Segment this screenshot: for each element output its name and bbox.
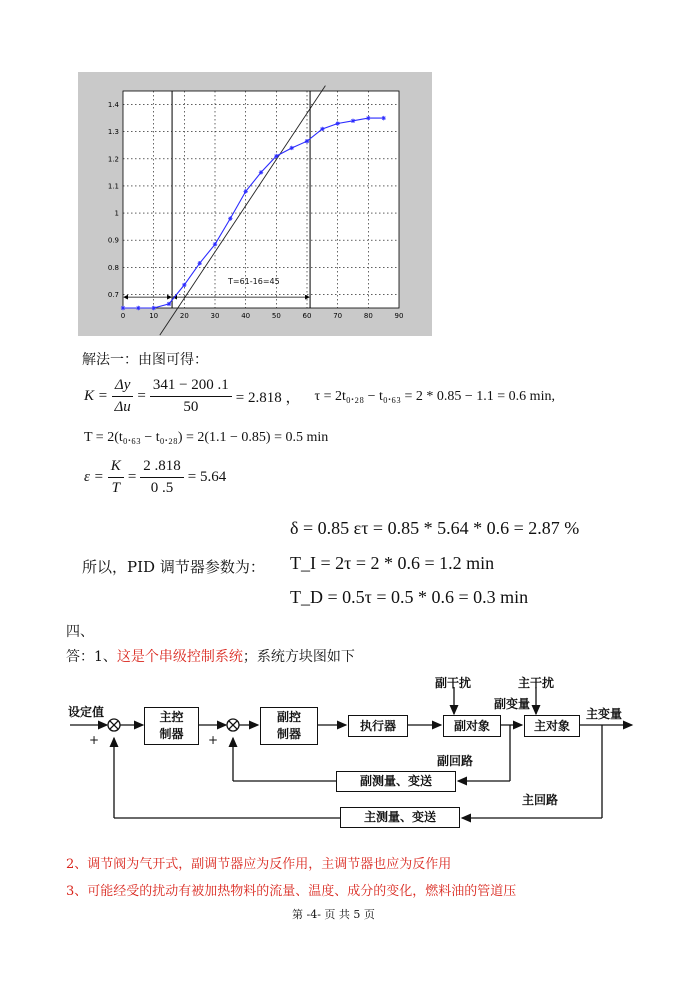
main-measurement-label: 主测量、变送	[363, 810, 436, 824]
x-tick-label: 60	[302, 312, 312, 320]
eq-eps-den1: T	[111, 480, 120, 496]
setpoint-label: 设定值	[68, 705, 105, 719]
eq-k-frac1	[112, 377, 133, 416]
main-object-block	[524, 715, 580, 737]
x-tick-label: 80	[363, 312, 373, 320]
answer-highlight: 这是个串级控制系统	[116, 649, 243, 665]
data-point	[151, 306, 155, 310]
eq-eps-result: = 5.64	[187, 469, 227, 485]
answer-rest: ；系统方块图如下	[242, 649, 355, 665]
data-point	[335, 121, 339, 125]
equation-gain: K = $\frac{\Delta y}{\Delta u}$ = $\frac{341 - 200 .1}{50}$ = 2.818 ， τ = 2t₀.₂₈ − t₀.₆₃ = 2 * 0.85 − 1.1 = 0.6 min,	[84, 377, 555, 415]
y-tick-label: 0.9	[107, 236, 119, 245]
data-point	[274, 154, 278, 158]
sub-object-label: 副对象	[453, 718, 490, 733]
x-tick-label: 50	[271, 312, 281, 320]
x-tick-label: 40	[241, 312, 251, 320]
plot-area	[123, 91, 399, 308]
y-tick-label: 1	[114, 209, 119, 218]
data-point	[121, 306, 125, 310]
eq-eps-frac1	[108, 458, 124, 497]
actuator-block	[348, 715, 408, 737]
eq-tau: τ = 2t₀.₂₈ − t₀.₆₃ = 2 * 0.85 − 1.1 = 0.6 min,	[314, 388, 555, 404]
y-tick-label: 1.1	[107, 182, 119, 191]
equation-time-constant: T = 2(t₀.₆₃ − t₀.₂₈) = 2(1.1 − 0.85) = 0.5 min	[84, 430, 329, 445]
main-loop-label: 主回路	[522, 793, 559, 807]
x-tick-label: 0	[120, 312, 126, 320]
note-3	[66, 880, 516, 899]
equation-delta: δ = 0.85 ετ = 0.85 * 5.64 * 0.6 = 2.87 %	[290, 518, 580, 538]
x-tick-label: 10	[149, 312, 159, 320]
eq-eps-num2: 2 .818	[140, 458, 184, 478]
y-tick-label: 1.4	[107, 101, 119, 110]
sub-variable-label: 副变量	[494, 697, 531, 711]
actuator-label: 执行器	[359, 718, 396, 733]
eq-eps-den2: 0 .5	[150, 480, 174, 496]
sub-disturbance-label: 副干扰	[435, 676, 472, 690]
x-tick-label: 20	[179, 312, 189, 320]
eq-k-frac2	[150, 377, 232, 416]
data-point	[381, 116, 385, 120]
section-four-heading: 四、	[66, 624, 94, 640]
main-controller-block	[144, 707, 199, 745]
eq-k-result: = 2.818 ，	[235, 390, 301, 406]
equation-epsilon: ε = $\frac{K}{T}$ = $\frac{2 .818}{0 .5}$ = 5.64	[84, 458, 227, 496]
eq-eps-frac2	[140, 458, 184, 497]
eq-k-den1: Δu	[114, 399, 131, 415]
data-point	[136, 306, 140, 310]
main-object-label: 主对象	[533, 718, 570, 733]
data-point	[167, 302, 171, 306]
data-point	[259, 170, 263, 174]
sub-measurement-label: 副测量、变送	[359, 774, 432, 788]
main-disturbance-label: 主干扰	[518, 676, 555, 690]
pid-params-label: 所以，PID 调节器参数为：	[82, 558, 265, 576]
response-curve-chart	[78, 72, 432, 336]
note-2	[66, 853, 451, 872]
eq-k-prefix: K =	[84, 388, 108, 404]
data-point	[320, 127, 324, 131]
sum2-plus-label: +	[208, 733, 219, 747]
x-tick-label: 70	[333, 312, 343, 320]
eq-k-num2: 341 − 200 .1	[150, 377, 232, 397]
chart-frame	[78, 72, 432, 336]
data-point	[228, 216, 232, 220]
main-variable-label: 主变量	[586, 707, 623, 721]
main-measurement-block	[340, 807, 460, 828]
x-tick-label: 90	[394, 312, 404, 320]
answer-line	[66, 646, 355, 666]
eq-k-den2: 50	[183, 399, 199, 415]
sub-measurement-block	[336, 771, 456, 792]
data-point	[197, 261, 201, 265]
data-point	[243, 189, 247, 193]
x-tick-label: 30	[210, 312, 220, 320]
sub-controller-block	[260, 707, 318, 745]
chart-annotation: T=61-16=45	[228, 277, 280, 286]
eq-eps-num1: K	[108, 458, 124, 478]
eq-k-num1: Δy	[112, 377, 133, 397]
note-2-text: 2、调节阀为气开式，副调节器应为反作用，主调节器也应为反作用	[66, 857, 452, 872]
data-point	[289, 146, 293, 150]
data-point	[351, 119, 355, 123]
data-point	[366, 116, 370, 120]
equation-td: T_D = 0.5τ = 0.5 * 0.6 = 0.3 min	[290, 587, 529, 607]
note-3-text: 3、可能经受的扰动有被加热物料的流量、温度、成分的变化，燃料油的管道压	[66, 884, 517, 899]
y-tick-label: 0.8	[107, 263, 119, 272]
eq-eps-prefix: ε =	[84, 469, 104, 485]
sub-object-block	[443, 715, 501, 737]
cascade-block-diagram	[0, 665, 695, 865]
sub-loop-label: 副回路	[437, 754, 474, 768]
main-controller-label: 主控 制器	[159, 710, 184, 741]
sub-controller-label: 副控 制器	[276, 710, 301, 741]
data-point	[305, 139, 309, 143]
answer-prefix: 答：1、	[66, 649, 117, 665]
y-tick-label: 0.7	[107, 290, 119, 299]
data-point	[213, 242, 217, 246]
y-tick-label: 1.2	[107, 155, 119, 164]
equation-ti: T_I = 2τ = 2 * 0.6 = 1.2 min	[290, 553, 495, 573]
y-tick-label: 1.3	[107, 128, 119, 137]
data-point	[182, 283, 186, 287]
solution-heading: 解法一：由图可得：	[82, 352, 208, 368]
sum1-plus-label: +	[89, 733, 100, 747]
page-footer: 第 -4- 页 共 5 页	[292, 908, 375, 921]
